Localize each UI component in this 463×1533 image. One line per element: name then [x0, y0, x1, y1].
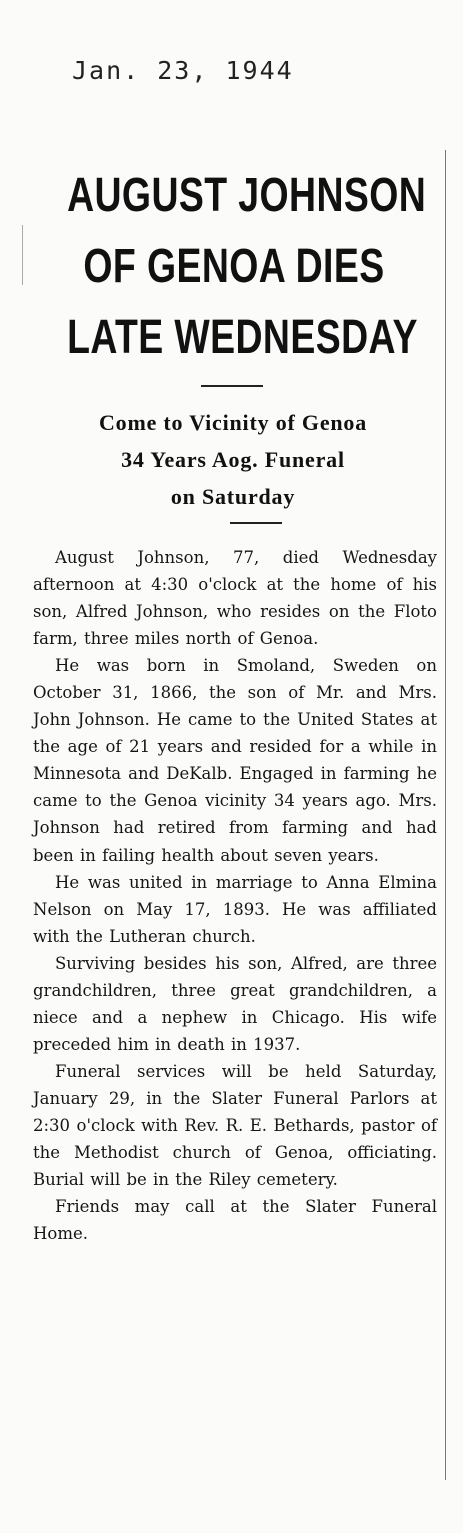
subheadline-line: on Saturday — [170, 484, 296, 509]
subheadline-line: 34 Years Aog. Funeral — [121, 447, 345, 472]
article-paragraph: Surviving besides his son, Alfred, are three grandchildren, three great grandchildren, a niece and a nephew in Chicago. His wife preceded him in death in 1937. — [33, 953, 437, 1054]
article-paragraph: He was born in Smoland, Sweden on October 31, 1866, the son of Mr. and Mrs. John Johnson. He came to the United States at the age of 21 years and resided for a while in Minnesota and DeKalb. Engaged in farming he came to the Genoa vicinity 34 years ago. Mrs. Johnson had retired from farming and had been in failing health about seven years. — [33, 656, 437, 865]
clipping-date: Jan. 23, 1944 — [72, 56, 294, 85]
article-paragraph: He was united in marriage to Anna Elmina Nelson on May 17, 1893. He was affiliated with the Lutheran church. — [33, 872, 437, 946]
subheadline-divider — [230, 522, 282, 524]
headline-line: AUGUST JOHNSON — [67, 169, 427, 222]
subheadline — [28, 404, 438, 515]
article-body — [33, 544, 437, 1247]
article-paragraph: August Johnson, 77, died Wednesday afternoon at 4:30 o'clock at the home of his son, Alfred Johnson, who resides on the Floto farm, three miles north of Genoa. — [33, 548, 437, 649]
headline-divider — [201, 385, 263, 387]
article-paragraph: Funeral services will be held Saturday, January 29, in the Slater Funeral Parlors at 2:30 o'clock with Rev. R. E. Bethards, pastor of the Methodist church of Genoa, officiating. Burial will be in the Riley cemetery. — [33, 1061, 437, 1190]
article-paragraph: Friends may call at the Slater Funeral Home. — [33, 1197, 437, 1244]
clipping-right-edge — [445, 150, 446, 1480]
subheadline-line: Come to Vicinity of Genoa — [98, 410, 368, 435]
clipping-left-edge — [22, 225, 23, 285]
headline-line: LATE WEDNESDAY — [67, 311, 418, 364]
headline — [67, 160, 427, 373]
headline-line: OF GENOA DIES — [83, 240, 385, 293]
